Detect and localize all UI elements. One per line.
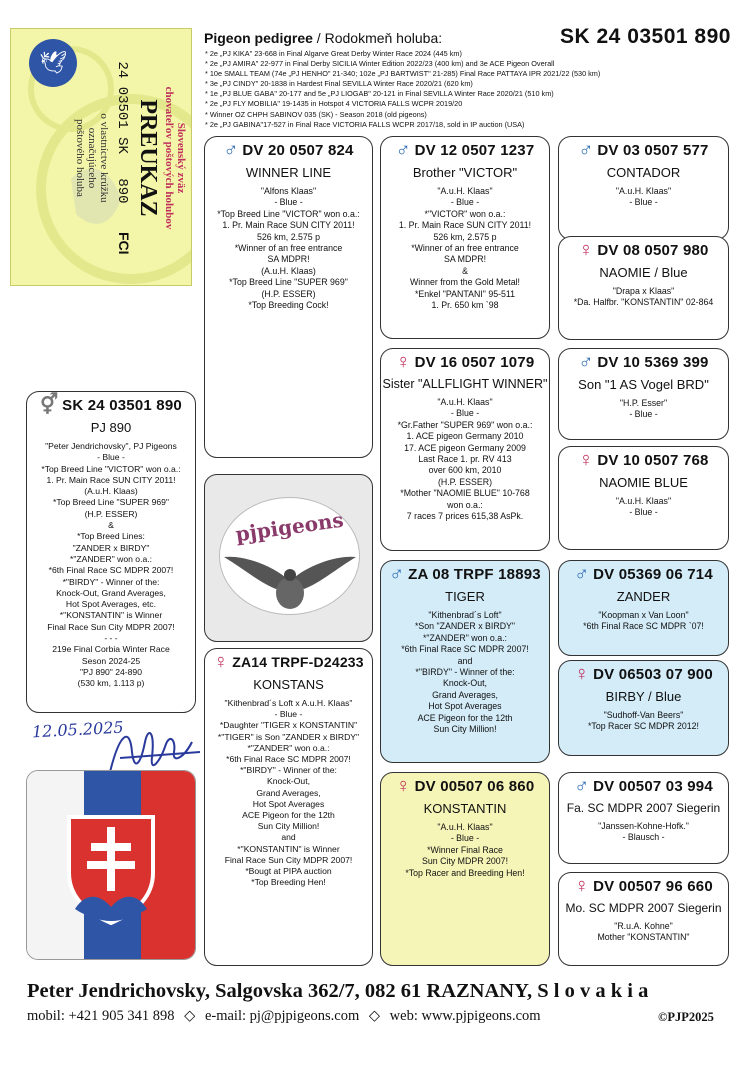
- footer-mobile: mobil: +421 905 341 898: [27, 1008, 175, 1024]
- ggp-name: Fa. SC MDPR 2007 Siegerin: [566, 801, 721, 815]
- detail-line: *"KONSTANTIN" is Winner: [237, 843, 340, 854]
- detail-line: 1. Pr. Main Race SUN CITY 2011!: [398, 220, 532, 231]
- detail-line: &: [462, 265, 468, 276]
- title-en: Pigeon pedigree: [204, 30, 313, 46]
- ggp-card-4: [558, 446, 729, 550]
- gs1-name: Brother "VICTOR": [412, 165, 518, 180]
- achievement-line: * 2e „PJ KIKA" 23-668 in Final Algarve Great Derby Winter Race 2024 (445 km): [205, 49, 462, 58]
- detail-line: *6th Final Race SC MDPR 2007!: [401, 644, 529, 655]
- logo-text: pjpigeons: [234, 507, 345, 547]
- detail-line: (530 km, 1.113 p): [77, 678, 145, 689]
- female-icon: ♀: [574, 875, 590, 897]
- gd1-details: [381, 397, 549, 522]
- detail-line: *Da. Halfbr. "KONSTANTIN" 02-864: [573, 297, 714, 308]
- signature-date: 12.05.2025: [31, 717, 125, 742]
- gs1-details: [381, 186, 549, 311]
- detail-line: Knock-Out,: [267, 776, 310, 787]
- detail-line: 1. Pr. Main Race SUN CITY 2011!: [222, 220, 355, 231]
- achievement-line: * 2e „PJ FLY MOBILIA" 19-1435 in Hotspot 4 VICTORIA FALLS WCPR 2019/20: [205, 99, 463, 109]
- detail-line: "H.P. Esser": [619, 398, 668, 408]
- detail-line: Grand Averages,: [256, 787, 321, 798]
- detail-line: *Top Breed Line "VICTOR" won o.a.:: [41, 463, 181, 474]
- ggp-details: [559, 610, 728, 633]
- detail-line: *Winner Final Race: [427, 844, 503, 855]
- diamond-icon: ◇: [368, 1008, 381, 1024]
- detail-line: Knock-Out, Grand Averages,: [56, 587, 166, 598]
- detail-line: *Top Racer SC MDPR 2012!: [588, 721, 699, 732]
- detail-line: Hot Spot Averages: [252, 798, 325, 809]
- ggp-details: [559, 186, 728, 209]
- detail-line: Seson 2024-25: [81, 655, 141, 666]
- detail-line: (A.u.H. Klaas): [261, 265, 316, 276]
- gd1-ring: DV 16 0507 1079: [414, 353, 535, 371]
- male-icon: ♂: [395, 139, 411, 161]
- detail-line: *"ZANDER" won o.a.:: [423, 632, 507, 643]
- ggp-ring: DV 05369 06 714: [593, 565, 713, 583]
- gd2-details: [381, 822, 549, 879]
- sire-ring: DV 20 0507 824: [242, 141, 354, 159]
- subject-details: [27, 441, 195, 690]
- detail-line: "Kithenbrad´s Loft x A.u.H. Klaas": [224, 698, 353, 708]
- male-icon: ♂: [578, 139, 594, 161]
- detail-line: - - -: [104, 633, 118, 644]
- ggp-ring: DV 00507 03 994: [593, 777, 713, 795]
- gs2-details: [381, 610, 549, 735]
- pigeon-logo-icon: [220, 543, 360, 613]
- detail-line: "Janssen-Kohne-Hofk.": [598, 821, 689, 831]
- main-ring-number: SK 24 03501 890: [560, 25, 731, 48]
- dam-name: KONSTANS: [253, 677, 324, 692]
- coat-of-arms-icon: [65, 813, 157, 925]
- detail-line: SA MDPR!: [443, 254, 487, 265]
- unknown-sex-icon: ⚥: [40, 394, 59, 416]
- detail-line: - Blausch -: [622, 832, 665, 843]
- detail-line: 1. Pr. Main Race SUN CITY 2011!: [46, 474, 176, 485]
- sire-details: [205, 186, 372, 311]
- detail-line: over 600 km, 2010: [428, 465, 502, 476]
- ggp-name: ZANDER: [616, 589, 671, 604]
- detail-line: (H.P. ESSER): [261, 288, 316, 299]
- achievement-line: * 10e SMALL TEAM (74e „PJ HENHO" 21-340; 102e „PJ BARTWIST" 21-285) Final Race PATTAYA IPR 2021/22 (530 km): [205, 69, 601, 79]
- diamond-icon: ◇: [184, 1008, 196, 1024]
- male-icon: ♂: [223, 139, 239, 161]
- detail-line: *Top Breed Line "SUPER 969": [53, 497, 169, 508]
- achievement-line: * 2e „PJ AMIRA" 22-977 in Final Derby SICILIA Winter Edition 2022/23 (400 km) and 3e ACE Pigeon Overall: [205, 59, 555, 69]
- ggp-card-7: [558, 772, 729, 864]
- sire-card: [204, 136, 373, 458]
- detail-line: Hot Spot Averages: [428, 701, 502, 712]
- gs2-ring: ZA 08 TRPF 18893: [408, 565, 541, 583]
- ggp-name: NAOMIE / Blue: [599, 265, 688, 280]
- dam-ring: ZA14 TRPF-D24233: [232, 654, 364, 670]
- detail-line: *Top Breed Lines:: [77, 531, 145, 542]
- male-icon: ♂: [574, 775, 590, 797]
- detail-line: "PJ 890" 24-890: [79, 666, 142, 677]
- card-sub-2: označujúceho: [86, 127, 98, 189]
- detail-line: 17. ACE pigeon Germany 2009: [404, 442, 526, 453]
- detail-line: "Sudhoff-Van Beers": [603, 710, 684, 720]
- detail-line: Mother "KONSTANTIN": [597, 932, 690, 943]
- ggp-ring: DV 08 0507 980: [597, 241, 709, 259]
- ggp-name: BIRBY / Blue: [605, 689, 682, 704]
- footer-address: Peter Jendrichovsky, Salgovska 362/7, 082 61 RAZNANY, S l o v a k i a: [27, 980, 649, 1002]
- detail-line: 219e Final Corbia Winter Race: [52, 644, 170, 655]
- detail-line: - Blue -: [629, 507, 658, 518]
- ggp-card-1: [558, 136, 729, 240]
- detail-line: - Blue -: [450, 197, 480, 208]
- detail-line: *6th Final Race SC MDPR `07!: [583, 621, 704, 632]
- detail-line: *"BIRDY" - Winner of the:: [415, 667, 515, 678]
- ggp-name: CONTADOR: [606, 165, 681, 180]
- detail-line: - Blue -: [450, 833, 480, 844]
- footer-contact: [27, 1008, 541, 1025]
- detail-line: "R.u.A. Kohne": [614, 921, 673, 931]
- female-icon: ♀: [395, 775, 411, 797]
- title-local: Rodokmeň holuba:: [324, 30, 443, 46]
- male-icon: ♂: [578, 351, 594, 373]
- ggp-card-3: [558, 348, 729, 440]
- detail-line: Final Race Sun City MDPR 2007!: [47, 621, 175, 632]
- detail-line: *Top Breed Line "SUPER 969": [229, 277, 348, 288]
- female-icon: ♀: [395, 351, 411, 373]
- logo-card: [204, 474, 373, 642]
- ggp-ring: DV 10 5369 399: [597, 353, 709, 371]
- detail-line: "A.u.H. Klaas": [437, 186, 493, 196]
- detail-line: *"BIRDY" - Winner of the:: [62, 576, 160, 587]
- detail-line: "Alfons Klaas": [260, 186, 317, 196]
- detail-line: *Enkel "PANTANI" 95-511: [414, 288, 516, 299]
- subject-ring: SK 24 03501 890: [62, 396, 182, 414]
- detail-line: *Son "ZANDER x BIRDY": [414, 621, 516, 632]
- detail-line: &: [108, 520, 114, 531]
- sire-name: WINNER LINE: [245, 165, 332, 180]
- male-icon: ♂: [389, 563, 405, 585]
- detail-line: 526 km, 2.575 p: [256, 231, 321, 242]
- female-icon: ♀: [578, 239, 594, 261]
- detail-line: - Blue -: [450, 408, 480, 419]
- detail-line: - Blue -: [629, 409, 658, 420]
- detail-line: 526 km, 2.575 p: [433, 231, 497, 242]
- ggp-name: Mo. SC MDPR 2007 Siegerin: [565, 901, 722, 915]
- ggp-card-5: [558, 560, 729, 656]
- detail-line: "ZANDER x BIRDY": [72, 542, 150, 553]
- gs2-name: TIGER: [445, 589, 485, 604]
- detail-line: Winner from the Gold Metal!: [410, 277, 520, 288]
- detail-line: "Koopman x Van Loon": [598, 610, 689, 620]
- detail-line: Grand Averages,: [432, 689, 498, 700]
- detail-line: and: [281, 832, 296, 843]
- ggp-ring: DV 10 0507 768: [597, 451, 709, 469]
- ownership-card: [10, 28, 192, 286]
- female-icon: ♀: [574, 663, 590, 685]
- gd2-name: KONSTANTIN: [423, 801, 507, 816]
- female-icon: ♀: [213, 651, 229, 673]
- detail-line: 7 races 7 prices 615,38 AsPk.: [406, 511, 524, 522]
- card-fci: FCI: [116, 231, 132, 255]
- detail-line: "A.u.H. Klaas": [615, 186, 672, 196]
- ggp-details: [559, 398, 728, 421]
- female-icon: ♀: [578, 449, 594, 471]
- detail-line: ACE Pigeon for the 12th: [242, 810, 335, 821]
- detail-line: *"BIRDY" - Winner of the:: [240, 765, 337, 776]
- gd2-ring: DV 00507 06 860: [414, 777, 535, 795]
- subject-card: [26, 391, 196, 713]
- detail-line: *Top Breeding Hen!: [251, 877, 326, 888]
- card-sub-3: poštového holuba: [74, 119, 86, 197]
- detail-line: Sun City Million!: [257, 821, 320, 832]
- detail-line: SA MDPR!: [267, 254, 310, 265]
- dove-icon: 🕊: [39, 50, 67, 75]
- detail-line: ACE Pigeon for the 12th: [417, 712, 513, 723]
- detail-line: "Kithenbrad´s Loft": [428, 610, 502, 620]
- male-icon: ♂: [574, 563, 590, 585]
- detail-line: *"TIGER" is Son "ZANDER x BIRDY": [217, 731, 360, 742]
- ggp-card-8: [558, 872, 729, 966]
- grandsire-maternal-card: [380, 560, 550, 763]
- detail-line: *Bougt at PIPA auction: [245, 866, 332, 877]
- card-ring-num: 890: [114, 178, 130, 204]
- detail-line: (H.P. ESSER): [84, 508, 138, 519]
- detail-line: won o.a.:: [447, 499, 483, 510]
- ggp-details: [559, 821, 728, 844]
- detail-line: Sun City MDPR 2007!: [421, 856, 509, 867]
- title-separator: /: [312, 30, 325, 46]
- card-org-1: Slovenský zväz: [175, 122, 187, 194]
- detail-line: *Winner of an free entrance: [411, 243, 519, 254]
- ggp-ring: DV 00507 96 660: [593, 877, 713, 895]
- detail-line: - Blue -: [629, 197, 658, 208]
- granddam-maternal-card: [380, 772, 550, 966]
- card-ring-code: 24 03501 SK: [114, 61, 130, 154]
- achievements-list: [205, 49, 600, 130]
- detail-line: *Daughter "TIGER x KONSTANTIN": [219, 720, 358, 731]
- ggp-name: NAOMIE BLUE: [599, 475, 688, 490]
- ggp-ring: DV 06503 07 900: [593, 665, 713, 683]
- achievement-line: * 1e „PJ BLUE GABA" 20-177 and 5e „PJ LIOGAB" 20-121 in Final SEVILLA Winter Race 2020/21 (510 km): [205, 89, 554, 99]
- detail-line: *6th Final Race SC MDPR 2007!: [226, 754, 351, 765]
- detail-line: *6th Final Race SC MDPR 2007!: [48, 565, 174, 576]
- achievement-line: * 2e „PJ GABINA"17-527 in Final Race VICTORIA FALLS WCPR 2017/18, sold in IP auction (USA): [205, 119, 525, 129]
- achievement-line: * 3e „PJ CINDY" 20-1838 in Hardest Final SEVILLA Winter Race 2020/21 (620 km): [205, 79, 473, 89]
- detail-line: *Gr.Father "SUPER 969" won o.a.:: [397, 419, 533, 430]
- page-title: [204, 30, 442, 46]
- detail-line: - Blue -: [97, 452, 125, 463]
- detail-line: Final Race Sun City MDPR 2007!: [224, 854, 353, 865]
- detail-line: Hot Spot Averages, etc.: [65, 599, 157, 610]
- detail-line: *"ZANDER" won o.a.:: [69, 553, 153, 564]
- detail-line: 1. ACE pigeon Germany 2010: [406, 431, 524, 442]
- ggp-details: [559, 710, 728, 733]
- gd1-name: Sister "ALLFLIGHT WINNER": [382, 377, 548, 391]
- detail-line: "Peter Jendrichovsky", PJ Pigeons: [45, 441, 177, 451]
- dam-details: [205, 698, 372, 888]
- dam-card: [204, 648, 373, 966]
- detail-line: (H.P. ESSER): [437, 476, 493, 487]
- detail-line: Last Race 1. pr. RV 413: [418, 454, 512, 465]
- detail-line: *Top Breeding Cock!: [248, 300, 329, 311]
- ggp-name: Son "1 AS Vogel BRD": [578, 377, 709, 392]
- footer-copyright: ©PJP2025: [658, 1010, 714, 1024]
- detail-line: - Blue -: [274, 197, 303, 208]
- detail-line: Sun City Million!: [433, 724, 497, 735]
- detail-line: *Mother "NAOMIE BLUE" 10-768: [400, 488, 530, 499]
- granddam-paternal-card: [380, 348, 550, 551]
- detail-line: 1. Pr. 650 km `98: [431, 300, 499, 311]
- detail-line: "A.u.H. Klaas": [437, 397, 493, 407]
- grandsire-paternal-card: [380, 136, 550, 339]
- detail-line: *"VICTOR" won o.a.:: [424, 208, 506, 219]
- ggp-details: [559, 921, 728, 944]
- card-sub-1: o vlastníctve krúžku: [98, 113, 110, 203]
- card-rotated-text: [17, 33, 187, 283]
- ggp-details: [559, 286, 728, 309]
- card-doc-title: PREUKAZ: [135, 99, 161, 217]
- detail-line: *"KONSTANTIN" is Winner: [59, 610, 163, 621]
- detail-line: - Blue -: [274, 709, 303, 720]
- detail-line: Knock-Out,: [442, 678, 487, 689]
- detail-line: "A.u.H. Klaas": [437, 822, 493, 832]
- detail-line: *"ZANDER" won o.a.:: [247, 742, 330, 753]
- detail-line: (A.u.H. Klaas): [84, 486, 138, 497]
- ggp-details: [559, 496, 728, 519]
- detail-line: *Top Racer and Breeding Hen!: [405, 867, 525, 878]
- slovak-flag: [26, 770, 196, 960]
- ggp-card-2: [558, 236, 729, 340]
- detail-line: *Winner of an free entrance: [234, 243, 343, 254]
- subject-name: PJ 890: [90, 420, 132, 435]
- detail-line: *Top Breed Line "VICTOR" won o.a.:: [217, 208, 360, 219]
- detail-line: "A.u.H. Klaas": [615, 496, 672, 506]
- detail-line: "Drapa x Klaas": [612, 286, 675, 296]
- footer-web[interactable]: web: www.pjpigeons.com: [389, 1008, 541, 1024]
- card-org-2: chovateľov poštových holubov: [163, 86, 175, 230]
- ggp-ring: DV 03 0507 577: [597, 141, 709, 159]
- ggp-card-6: [558, 660, 729, 756]
- gs1-ring: DV 12 0507 1237: [414, 141, 535, 159]
- footer-email[interactable]: e-mail: pj@pjpigeons.com: [204, 1008, 360, 1024]
- detail-line: and: [457, 655, 473, 666]
- achievement-line: * Winner OZ CHPH SABINOV 035 (SK) - Season 2018 (old pigeons): [205, 109, 427, 119]
- card-ring: [114, 33, 132, 283]
